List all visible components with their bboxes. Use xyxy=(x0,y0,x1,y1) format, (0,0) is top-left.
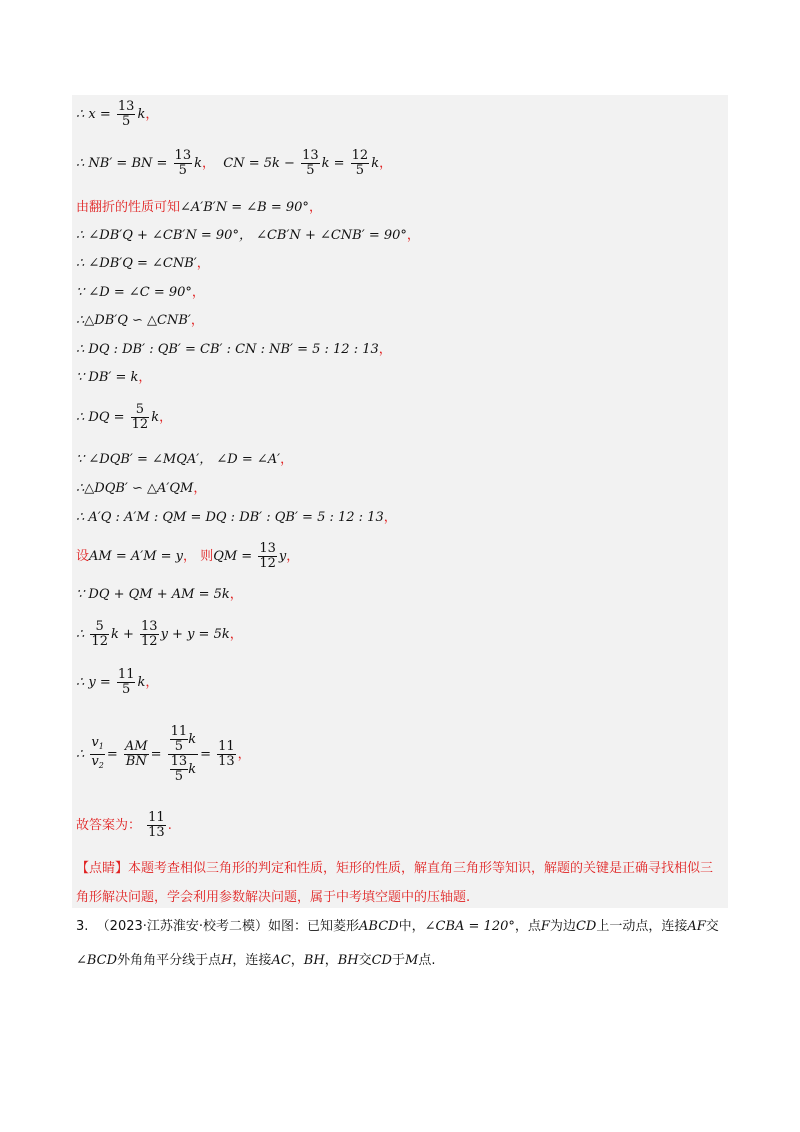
solution-line: ∴ ∠DB′Q = ∠CNB′， xyxy=(76,256,210,271)
fraction: $\frac{13}{5}$ xyxy=(302,148,319,178)
fraction: $\frac{11}{5}$ xyxy=(117,667,135,697)
fraction: $\frac{11}{13}$ xyxy=(218,739,235,769)
solution-line: ∵ ∠D = ∠C = 90°， xyxy=(76,285,205,300)
fraction: $\frac{5}{12}$ xyxy=(91,619,108,649)
solution-line: ∴ $\frac{5}{12}$ k + $\frac{13}{12}$ y + y = 5k， xyxy=(76,619,243,649)
solution-line: ∵ ∠DQB′ = ∠MQA′， ∠D = ∠A′， xyxy=(76,452,294,467)
fraction: $\frac{AM}{BN}$ xyxy=(124,739,148,769)
solution-line: ∵ DB′ = k， xyxy=(76,370,152,385)
fraction: $\frac{5}{12}$ xyxy=(131,402,149,432)
solution-line: 设AM = A′M = y， 则QM = $\frac{13}{12}$ y， xyxy=(76,541,300,571)
solution-line: ∴ DQ : DB′ : QB′ = CB′ : CN : NB′ = 5 : 12 : 13， xyxy=(76,342,392,357)
solution-line: ∴ x = $\frac{13}{5}$ k， xyxy=(76,99,159,129)
solution-line: ∴ y = $\frac{11}{5}$ k， xyxy=(76,667,159,697)
solution-line: ∴△DB′Q ∽ △CNB′， xyxy=(76,313,204,328)
answer-line: 故答案为： $\frac{11}{13}$ . xyxy=(76,810,172,840)
solution-line: ∴ $\frac{v_1}{v_2}$ = $\frac{AM}{BN}$ = $\frac{11}{5}$ k $\frac{13}{5}$ k = $\frac{11}{13}$ ， xyxy=(76,724,251,784)
solution-line: ∴ A′Q : A′M : QM = DQ : DB′ : QB′ = 5 : 12 : 13， xyxy=(76,510,397,525)
fraction: $\frac{13}{5}$ xyxy=(174,148,192,178)
fraction: $\frac{13}{12}$ xyxy=(259,541,276,571)
question-3: 3. （2023·江苏淮安·校考二模）如图：已知菱形ABCD中，∠CBA = 120°，点F为边CD上一动点，连接AF交∠BCD外角角平分线于点H，连接AC，BH，BH交CD于M点. xyxy=(76,919,719,968)
solution-box xyxy=(72,95,728,908)
solution-line: ∴ NB′ = BN = $\frac{13}{5}$ k， CN = 5k − $\frac{13}{5}$ k = $\frac{12}{5}$ k， xyxy=(76,148,393,178)
fraction: $\frac{12}{5}$ xyxy=(351,148,369,178)
fraction: $\frac{v_1}{v_2}$ xyxy=(91,735,104,770)
solution-line: 由翻折的性质可知∠A′B′N = ∠B = 90°， xyxy=(76,200,322,215)
fraction: $\frac{13}{12}$ xyxy=(141,619,158,649)
solution-line: ∴ DQ = $\frac{5}{12}$ k， xyxy=(76,402,173,432)
solution-line: ∴ ∠DB′Q + ∠CB′N = 90°， ∠CB′N + ∠CNB′ = 90°， xyxy=(76,228,420,243)
answer-fraction: $\frac{11}{13}$ xyxy=(148,810,165,840)
fraction: $\frac{11}{5}$ k $\frac{13}{5}$ k xyxy=(168,725,198,784)
solution-line: ∴△DQB′ ∽ △A′QM， xyxy=(76,481,207,496)
solution-line: ∵ DQ + QM + AM = 5k， xyxy=(76,587,243,602)
comment-paragraph: 【点睛】本题考查相似三角形的判定和性质，矩形的性质，解直角三角形等知识，解题的关键是正确寻找相似三角形解决问题，学会利用参数解决问题，属于中考填空题中的压轴题. xyxy=(76,861,714,905)
fraction: $\frac{13}{5}$ xyxy=(117,99,135,129)
answer-label: 故答案为： xyxy=(76,818,142,833)
